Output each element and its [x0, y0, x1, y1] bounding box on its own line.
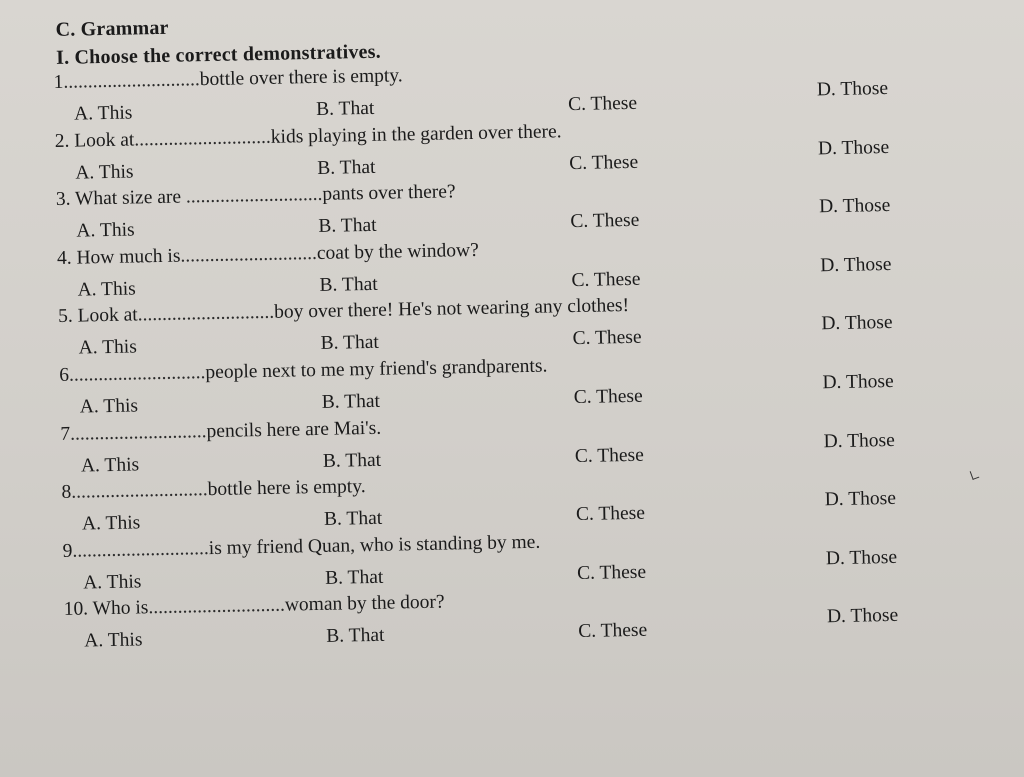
option-b-q6[interactable]: B. That: [321, 390, 381, 413]
answer-blank[interactable]: ............................: [148, 595, 286, 619]
option-a-q3[interactable]: A. This: [76, 219, 135, 242]
option-b-q1[interactable]: B. That: [315, 97, 375, 120]
option-a-q7[interactable]: A. This: [80, 454, 140, 477]
option-b-q8[interactable]: B. That: [323, 507, 383, 531]
option-c-q2[interactable]: C. These: [569, 151, 639, 174]
option-a-q8[interactable]: A. This: [81, 512, 141, 535]
option-d-q2[interactable]: D. Those: [817, 136, 890, 159]
question-text: kids playing in the garden over there.: [270, 120, 562, 148]
question-text: is my friend Quan, who is standing by me.: [208, 531, 541, 559]
option-c-q4[interactable]: C. These: [571, 268, 641, 291]
question-4: [57, 240, 479, 270]
option-c-q8[interactable]: C. These: [575, 502, 646, 526]
question-10: [64, 592, 445, 621]
option-d-q8[interactable]: D. Those: [824, 488, 897, 511]
option-d-q6[interactable]: D. Those: [822, 370, 894, 394]
question-2: [55, 121, 562, 153]
option-c-q6[interactable]: C. These: [573, 385, 643, 409]
question-prefix: 1: [53, 71, 64, 93]
question-text: coat by the window?: [316, 239, 480, 264]
option-d-q1[interactable]: D. Those: [816, 77, 889, 101]
answer-blank[interactable]: ............................: [72, 537, 210, 562]
option-b-q9[interactable]: B. That: [324, 566, 384, 589]
option-d-q7[interactable]: D. Those: [823, 429, 895, 452]
question-prefix: 4. How much is: [56, 245, 181, 269]
question-6: [59, 356, 548, 387]
option-b-q10[interactable]: B. That: [326, 625, 385, 648]
question-text: woman by the door?: [284, 591, 445, 617]
option-a-q10[interactable]: A. This: [84, 629, 143, 652]
question-prefix: 2. Look at: [54, 129, 135, 152]
question-8: [61, 476, 366, 504]
answer-blank[interactable]: ............................: [134, 126, 271, 151]
option-a-q5[interactable]: A. This: [78, 336, 138, 359]
option-c-q5[interactable]: C. These: [572, 327, 642, 350]
question-prefix: 7: [60, 423, 71, 445]
option-b-q7[interactable]: B. That: [322, 449, 382, 472]
option-d-q10[interactable]: D. Those: [826, 605, 899, 628]
question-text: bottle here is empty.: [207, 476, 366, 501]
question-prefix: 8: [61, 481, 72, 504]
question-3: [56, 181, 456, 211]
question-text: pants over there?: [322, 181, 456, 206]
option-c-q3[interactable]: C. These: [570, 209, 640, 233]
option-d-q3[interactable]: D. Those: [818, 195, 891, 218]
option-d-q5[interactable]: D. Those: [821, 312, 893, 335]
answer-blank[interactable]: ............................: [68, 362, 206, 386]
option-c-q7[interactable]: C. These: [574, 444, 645, 467]
option-a-q4[interactable]: A. This: [77, 278, 136, 301]
option-d-q4[interactable]: D. Those: [820, 253, 892, 277]
option-c-q10[interactable]: C. These: [578, 620, 648, 643]
option-c-q1[interactable]: C. These: [567, 92, 638, 116]
exercise-title: I. Choose the correct demonstratives.: [55, 40, 382, 69]
question-text: pencils here are Mai's.: [206, 417, 382, 442]
option-a-q1[interactable]: A. This: [74, 102, 133, 125]
question-text: people next to me my friend's grandparents.: [205, 355, 548, 384]
option-b-q2[interactable]: B. That: [317, 156, 376, 179]
answer-blank[interactable]: ............................: [185, 184, 323, 208]
question-1: [53, 65, 402, 94]
answer-blank[interactable]: ............................: [69, 420, 207, 445]
question-prefix: 5. Look at: [57, 304, 138, 328]
option-a-q6[interactable]: A. This: [79, 395, 139, 418]
question-5: [58, 295, 629, 328]
question-prefix: 10. Who is: [63, 597, 149, 621]
option-a-q2[interactable]: A. This: [75, 161, 134, 184]
answer-blank[interactable]: ............................: [137, 302, 275, 326]
section-heading: C. Grammar: [55, 16, 169, 41]
question-7: [60, 417, 381, 445]
question-text: boy over there! He's not wearing any clothes!: [273, 295, 630, 324]
option-a-q9[interactable]: A. This: [83, 571, 142, 594]
option-d-q9[interactable]: D. Those: [825, 546, 898, 570]
answer-blank[interactable]: ............................: [180, 242, 318, 267]
question-text: bottle over there is empty.: [199, 65, 403, 91]
answer-blank[interactable]: ............................: [63, 69, 201, 93]
option-b-q5[interactable]: B. That: [320, 332, 379, 355]
question-prefix: 9: [62, 540, 73, 562]
answer-blank[interactable]: ............................: [71, 479, 208, 503]
option-b-q3[interactable]: B. That: [318, 215, 377, 238]
question-prefix: 6: [59, 364, 70, 386]
option-c-q9[interactable]: C. These: [576, 561, 647, 584]
question-prefix: 3. What size are: [55, 186, 187, 211]
option-b-q4[interactable]: B. That: [319, 273, 378, 296]
question-9: [62, 532, 540, 563]
